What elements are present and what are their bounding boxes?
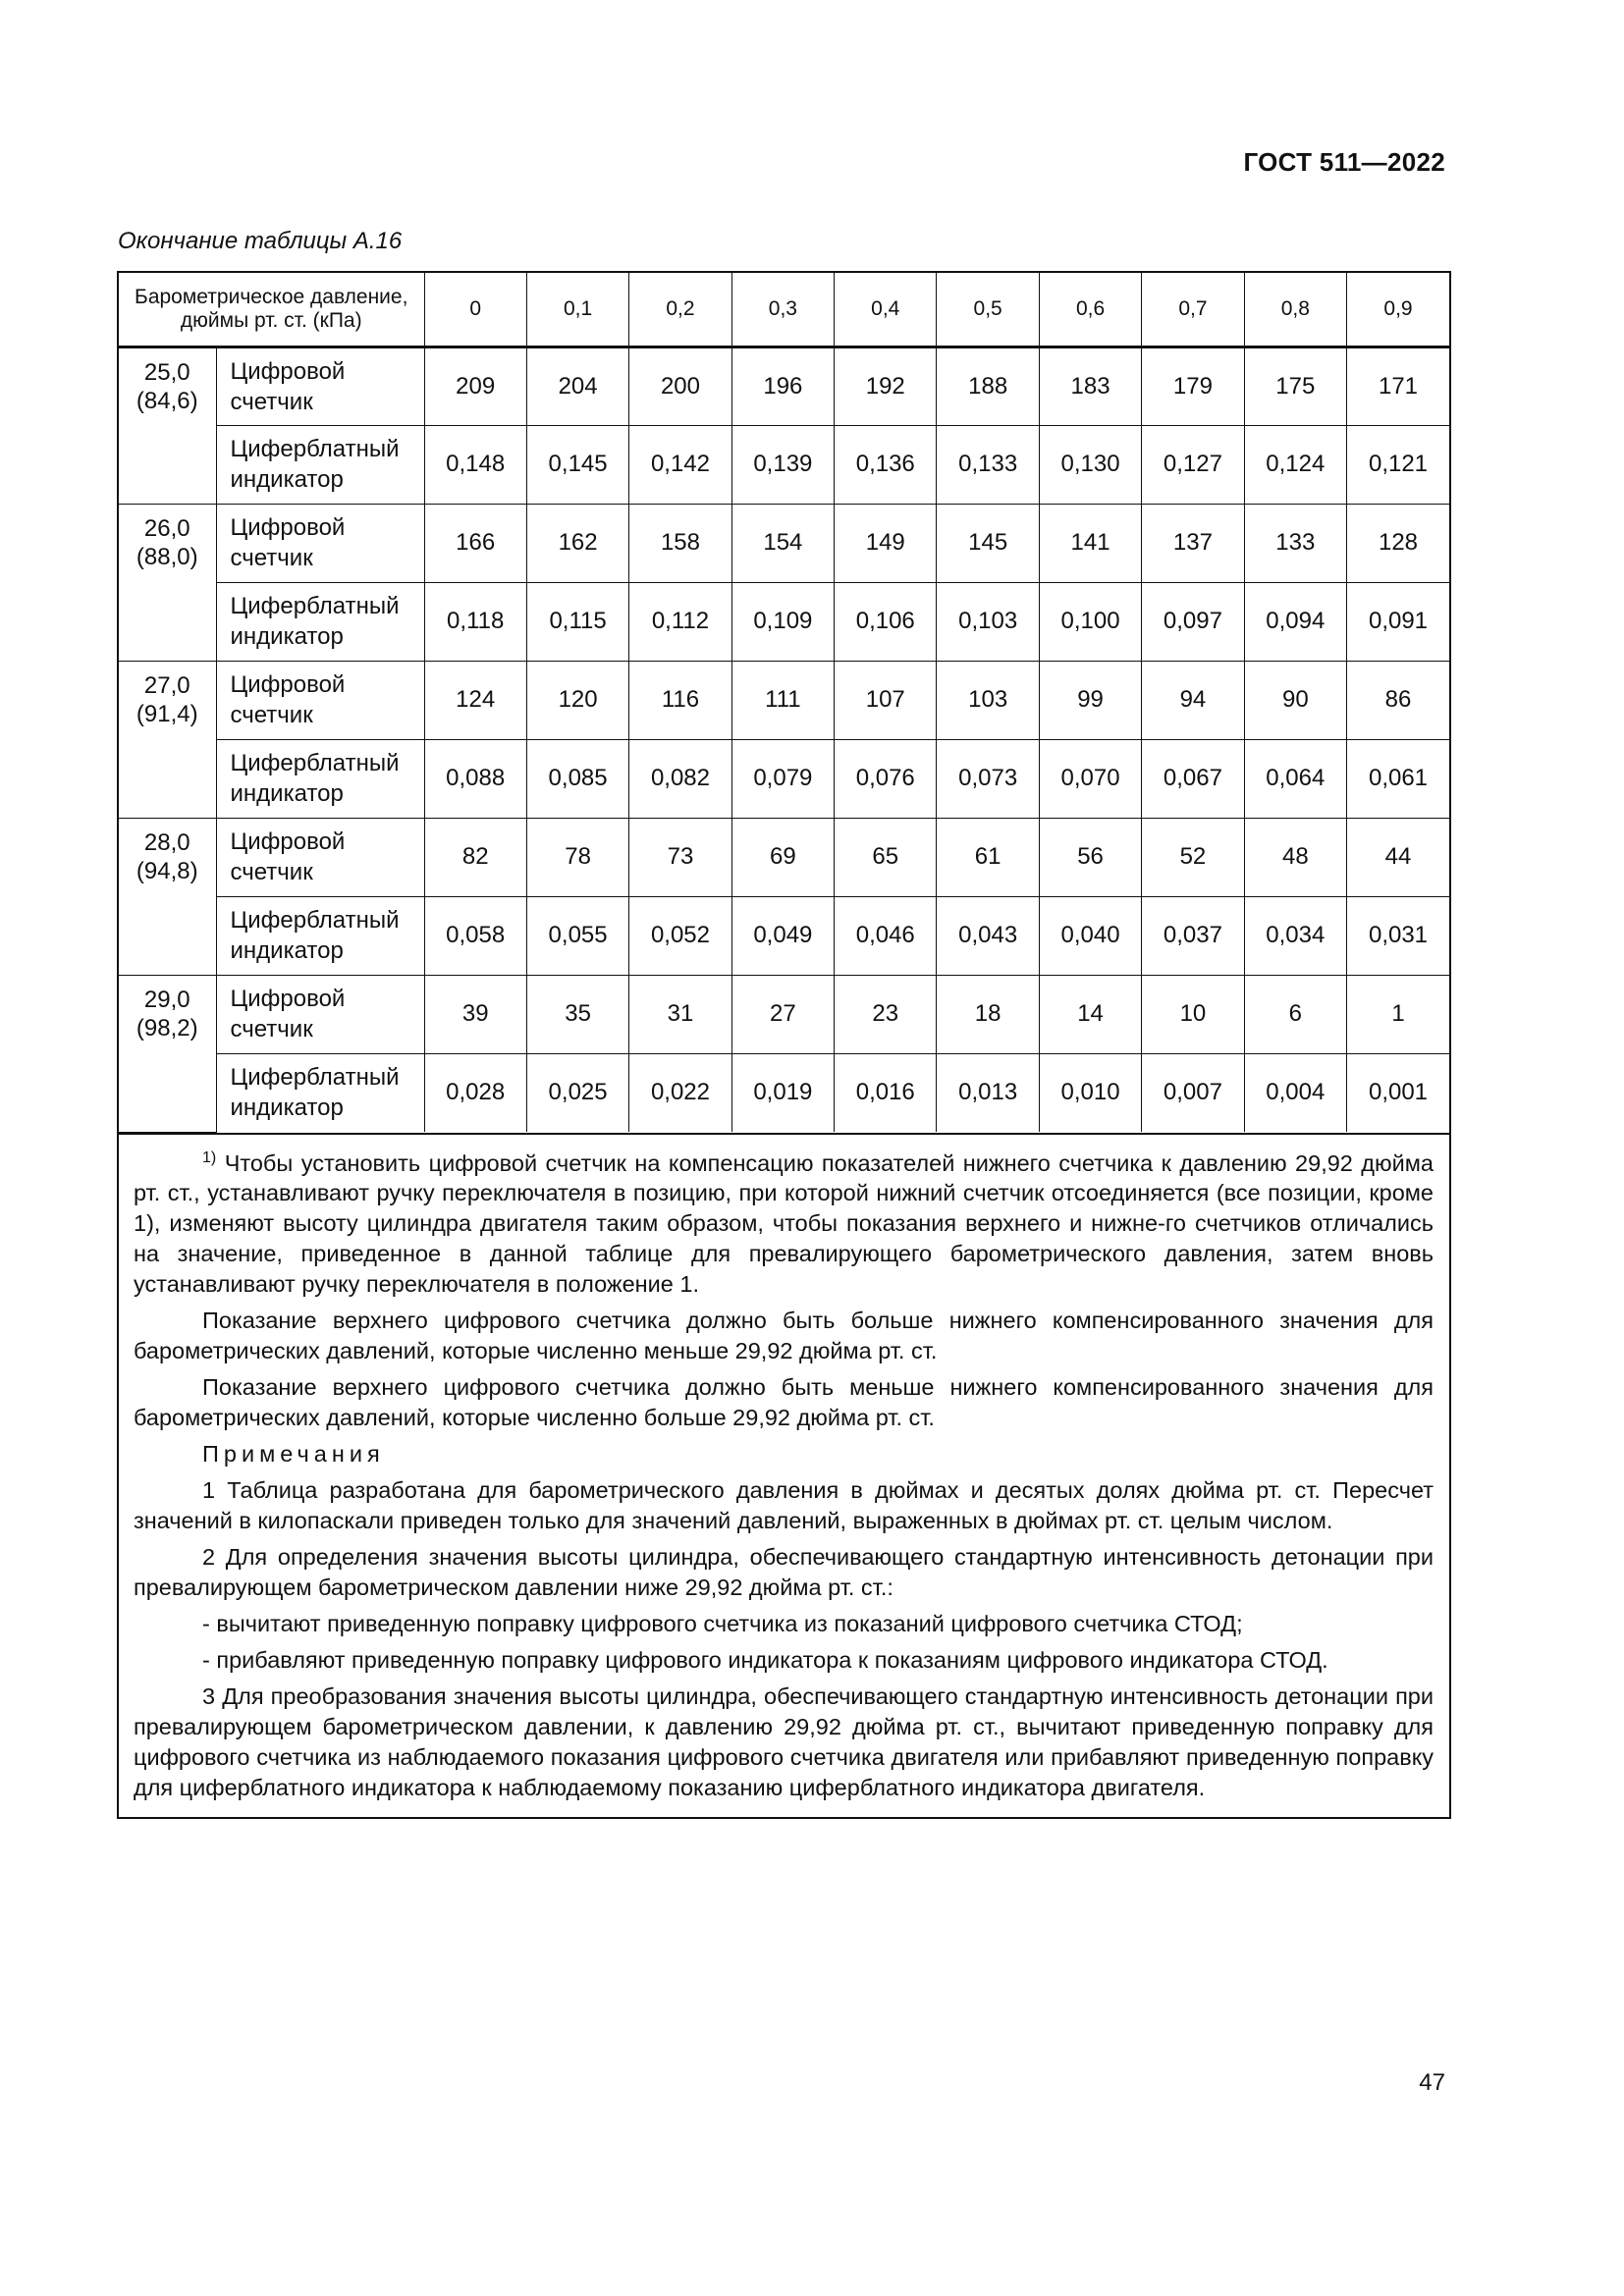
value-cell: 0,073 <box>937 739 1039 818</box>
row-label: Цифровой счетчик <box>216 975 424 1053</box>
value-cell: 0,136 <box>835 425 937 504</box>
row-label: Цифровой счетчик <box>216 347 424 425</box>
pressure-inches: 26,0 <box>143 514 190 542</box>
row-label: Циферблатный индикатор <box>216 739 424 818</box>
pressure-cell <box>119 504 216 661</box>
value-cell: 0,058 <box>424 896 526 975</box>
value-cell: 0,142 <box>629 425 731 504</box>
value-cell: 145 <box>937 504 1039 582</box>
value-cell: 86 <box>1347 661 1449 739</box>
table-row <box>119 975 1449 1053</box>
value-cell: 0,124 <box>1244 425 1346 504</box>
note-2-bullet-1: - вычитают приведенную поправку цифрового счетчика из показаний цифрового счетчика СТОД; <box>202 1611 1243 1637</box>
pressure-inches: 25,0 <box>143 358 190 386</box>
value-cell: 0,085 <box>526 739 628 818</box>
value-cell: 200 <box>629 347 731 425</box>
value-cell: 111 <box>731 661 834 739</box>
value-cell: 0,088 <box>424 739 526 818</box>
value-cell: 192 <box>835 347 937 425</box>
value-cell: 0,061 <box>1347 739 1449 818</box>
table-row <box>119 739 1449 818</box>
pressure-kpa: (84,6) <box>135 387 198 414</box>
value-cell: 0,076 <box>835 739 937 818</box>
value-cell: 61 <box>937 818 1039 896</box>
table-caption: Окончание таблицы А.16 <box>118 228 403 254</box>
table-row <box>119 661 1449 739</box>
value-cell: 78 <box>526 818 628 896</box>
footnote-mark: 1) <box>202 1148 217 1166</box>
value-cell: 0,133 <box>937 425 1039 504</box>
note-paragraph-less: Показание верхнего цифрового счетчика должно быть меньше нижнего компенсированного значения для барометрических давлений, которые численно больше 29,92 дюйма рт. ст. <box>134 1374 1434 1431</box>
value-cell: 0,121 <box>1347 425 1449 504</box>
pressure-kpa: (94,8) <box>135 857 198 884</box>
value-cell: 0,127 <box>1142 425 1244 504</box>
value-cell: 82 <box>424 818 526 896</box>
column-header-5: 0,5 <box>937 273 1039 347</box>
pressure-inches: 28,0 <box>143 828 190 856</box>
note-2: 2 Для определения значения высоты цилиндра, обеспечивающего стандартную интенсивность детонации при превалирующем барометрическом давлении ниже 29,92 дюйма рт. ст.: <box>134 1544 1434 1601</box>
standard-designation: ГОСТ 511—2022 <box>1243 147 1445 177</box>
value-cell: 116 <box>629 661 731 739</box>
value-cell: 48 <box>1244 818 1346 896</box>
value-cell: 0,079 <box>731 739 834 818</box>
value-cell: 65 <box>835 818 937 896</box>
value-cell: 0,055 <box>526 896 628 975</box>
pressure-cell <box>119 975 216 1132</box>
value-cell: 52 <box>1142 818 1244 896</box>
value-cell: 196 <box>731 347 834 425</box>
column-header-4: 0,4 <box>835 273 937 347</box>
notes-heading-text: Примечания <box>202 1441 385 1468</box>
column-header-1: 0,1 <box>526 273 628 347</box>
pressure-kpa: (98,2) <box>135 1014 198 1041</box>
value-cell: 0,139 <box>731 425 834 504</box>
value-cell: 0,046 <box>835 896 937 975</box>
value-cell: 27 <box>731 975 834 1053</box>
value-cell: 6 <box>1244 975 1346 1053</box>
value-cell: 0,028 <box>424 1053 526 1132</box>
value-cell: 0,010 <box>1039 1053 1141 1132</box>
value-cell: 209 <box>424 347 526 425</box>
value-cell: 39 <box>424 975 526 1053</box>
value-cell: 56 <box>1039 818 1141 896</box>
value-cell: 0,106 <box>835 582 937 661</box>
table-row <box>119 425 1449 504</box>
pressure-kpa: (91,4) <box>135 700 198 727</box>
value-cell: 107 <box>835 661 937 739</box>
table-body <box>119 347 1449 1132</box>
column-header-6: 0,6 <box>1039 273 1141 347</box>
pressure-cell <box>119 347 216 504</box>
value-cell: 0,052 <box>629 896 731 975</box>
value-cell: 171 <box>1347 347 1449 425</box>
value-cell: 0,097 <box>1142 582 1244 661</box>
value-cell: 0,004 <box>1244 1053 1346 1132</box>
value-cell: 0,109 <box>731 582 834 661</box>
value-cell: 0,067 <box>1142 739 1244 818</box>
value-cell: 0,094 <box>1244 582 1346 661</box>
row-label: Циферблатный индикатор <box>216 1053 424 1132</box>
value-cell: 0,019 <box>731 1053 834 1132</box>
pressure-inches: 27,0 <box>143 671 190 699</box>
value-cell: 90 <box>1244 661 1346 739</box>
value-cell: 69 <box>731 818 834 896</box>
value-cell: 35 <box>526 975 628 1053</box>
value-cell: 149 <box>835 504 937 582</box>
table-row <box>119 818 1449 896</box>
pressure-cell <box>119 661 216 818</box>
value-cell: 0,070 <box>1039 739 1141 818</box>
value-cell: 124 <box>424 661 526 739</box>
row-label: Циферблатный индикатор <box>216 582 424 661</box>
value-cell: 120 <box>526 661 628 739</box>
footnote <box>134 1143 1434 1301</box>
value-cell: 0,040 <box>1039 896 1141 975</box>
value-cell: 94 <box>1142 661 1244 739</box>
value-cell: 128 <box>1347 504 1449 582</box>
value-cell: 1 <box>1347 975 1449 1053</box>
row-label: Цифровой счетчик <box>216 818 424 896</box>
value-cell: 10 <box>1142 975 1244 1053</box>
value-cell: 0,037 <box>1142 896 1244 975</box>
value-cell: 204 <box>526 347 628 425</box>
value-cell: 0,130 <box>1039 425 1141 504</box>
value-cell: 0,091 <box>1347 582 1449 661</box>
table-row <box>119 896 1449 975</box>
value-cell: 183 <box>1039 347 1141 425</box>
pressure-kpa: (88,0) <box>135 543 198 570</box>
value-cell: 23 <box>835 975 937 1053</box>
value-cell: 0,034 <box>1244 896 1346 975</box>
row-label: Цифровой счетчик <box>216 661 424 739</box>
column-header-0: 0 <box>424 273 526 347</box>
value-cell: 14 <box>1039 975 1141 1053</box>
value-cell: 18 <box>937 975 1039 1053</box>
value-cell: 0,112 <box>629 582 731 661</box>
column-header-9: 0,9 <box>1347 273 1449 347</box>
footnote-text: Чтобы установить цифровой счетчик на компенсацию показателей нижнего счетчика к давлению 29,92 дюйма рт. ст., устанавливают ручку переключателя в позицию, при которой нижний счетчик отсоединяется (все позиции, кроме 1), изменяют высоту цилиндра двигателя таким образом, чтобы показания верхнего и нижне-го счетчиков отличались на значение, приведенное в данной таблице для превалирующего барометрического давления, затем вновь устанавливают ручку переключателя в положение 1. <box>134 1149 1434 1298</box>
value-cell: 0,082 <box>629 739 731 818</box>
value-cell: 141 <box>1039 504 1141 582</box>
row-label: Цифровой счетчик <box>216 504 424 582</box>
value-cell: 0,016 <box>835 1053 937 1132</box>
notes-heading <box>134 1439 1434 1469</box>
value-cell: 162 <box>526 504 628 582</box>
value-cell: 0,100 <box>1039 582 1141 661</box>
value-cell: 0,007 <box>1142 1053 1244 1132</box>
value-cell: 0,049 <box>731 896 834 975</box>
value-cell: 0,043 <box>937 896 1039 975</box>
row-label: Циферблатный индикатор <box>216 425 424 504</box>
note-3: 3 Для преобразования значения высоты цилиндра, обеспечивающего стандартную интенсивность детонации при превалирующем барометрическом давлении, к давлению 29,92 дюйма рт. ст., вычитают приведенную поправку для цифрового счетчика из наблюдаемого показания цифрового счетчика двигателя или прибавляют приведенную поправку для циферблатного индикатора к наблюдаемому показанию циферблатного индикатора двигателя. <box>134 1683 1434 1801</box>
value-cell: 0,118 <box>424 582 526 661</box>
page-number: 47 <box>1419 2069 1445 2096</box>
value-cell: 44 <box>1347 818 1449 896</box>
value-cell: 158 <box>629 504 731 582</box>
value-cell: 99 <box>1039 661 1141 739</box>
column-header-2: 0,2 <box>629 273 731 347</box>
value-cell: 0,031 <box>1347 896 1449 975</box>
table-row <box>119 347 1449 425</box>
value-cell: 0,025 <box>526 1053 628 1132</box>
note-paragraph-greater: Показание верхнего цифрового счетчика должно быть больше нижнего компенсированного значения для барометрических давлений, которые численно меньше 29,92 дюйма рт. ст. <box>134 1308 1434 1364</box>
pressure-inches: 29,0 <box>143 986 190 1013</box>
note-2-bullet-2: - прибавляют приведенную поправку цифрового индикатора к показаниям цифрового индикатора СТОД. <box>202 1647 1328 1674</box>
table-notes <box>119 1133 1449 1818</box>
value-cell: 179 <box>1142 347 1244 425</box>
correction-table-frame <box>117 271 1451 1819</box>
note-1: 1 Таблица разработана для барометрического давления в дюймах и десятых долях дюйма рт. ст. Пересчет значений в килопаскали приведен только для значений давлений, выраженных в дюймах рт. ст. целым числом. <box>134 1477 1434 1534</box>
column-header-3: 0,3 <box>731 273 834 347</box>
value-cell: 175 <box>1244 347 1346 425</box>
value-cell: 103 <box>937 661 1039 739</box>
correction-table <box>119 273 1449 1133</box>
table-row <box>119 1053 1449 1132</box>
value-cell: 0,145 <box>526 425 628 504</box>
value-cell: 0,001 <box>1347 1053 1449 1132</box>
value-cell: 154 <box>731 504 834 582</box>
column-header-8: 0,8 <box>1244 273 1346 347</box>
value-cell: 188 <box>937 347 1039 425</box>
value-cell: 0,022 <box>629 1053 731 1132</box>
value-cell: 133 <box>1244 504 1346 582</box>
value-cell: 31 <box>629 975 731 1053</box>
column-header-7: 0,7 <box>1142 273 1244 347</box>
table-row <box>119 504 1449 582</box>
value-cell: 0,103 <box>937 582 1039 661</box>
table-row <box>119 582 1449 661</box>
pressure-cell <box>119 818 216 975</box>
value-cell: 0,064 <box>1244 739 1346 818</box>
table-header-row <box>119 273 1449 347</box>
value-cell: 166 <box>424 504 526 582</box>
value-cell: 73 <box>629 818 731 896</box>
value-cell: 137 <box>1142 504 1244 582</box>
value-cell: 0,148 <box>424 425 526 504</box>
value-cell: 0,115 <box>526 582 628 661</box>
row-label: Циферблатный индикатор <box>216 896 424 975</box>
value-cell: 0,013 <box>937 1053 1039 1132</box>
column-header-pressure: Барометрическое давление, дюймы рт. ст. (кПа) <box>119 273 424 347</box>
